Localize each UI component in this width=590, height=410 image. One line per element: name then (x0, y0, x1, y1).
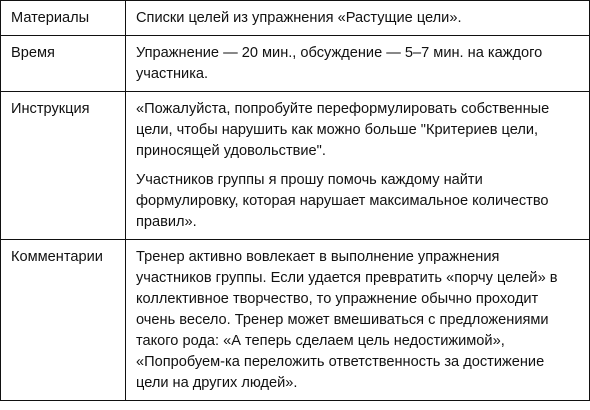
row-content-instruction (126, 92, 590, 240)
materials-text: Списки целей из упражнения «Растущие цели». (136, 10, 462, 26)
row-content-materials (126, 1, 590, 36)
table-row-materials (1, 1, 590, 36)
table-row-time (1, 36, 590, 92)
comments-text: Тренер активно вовлекает в выполнение упражнения участников группы. Если удается превратить «порчу целей» в коллективное творчество, то упражнение обычно проходит очень весело. Тренер может вмешиваться с предложениями такого рода: «А теперь сделаем цель недостижимой», «Попробуем-ка переложить ответственность за достижение цели на других людей». (136, 249, 558, 391)
row-label-instruction: Инструкция (1, 92, 126, 240)
row-label-time: Время (1, 36, 126, 92)
row-label-materials: Материалы (1, 1, 126, 36)
instruction-paragraph-1: «Пожалуйста, попробуйте переформулировать собственные цели, чтобы нарушить как можно больше "Критериев цели, приносящей удовольствие". (136, 101, 550, 159)
row-content-time (126, 36, 590, 92)
row-content-comments (126, 240, 590, 401)
instruction-paragraph-2: Участников группы я прошу помочь каждому найти формулировку, которая нарушает максимальное количество правил». (136, 172, 549, 230)
time-text: Упражнение — 20 мин., обсуждение — 5–7 мин. на каждого участника. (136, 45, 543, 82)
table-row-instruction (1, 92, 590, 240)
table-row-comments (1, 240, 590, 401)
row-label-comments: Комментарии (1, 240, 126, 401)
